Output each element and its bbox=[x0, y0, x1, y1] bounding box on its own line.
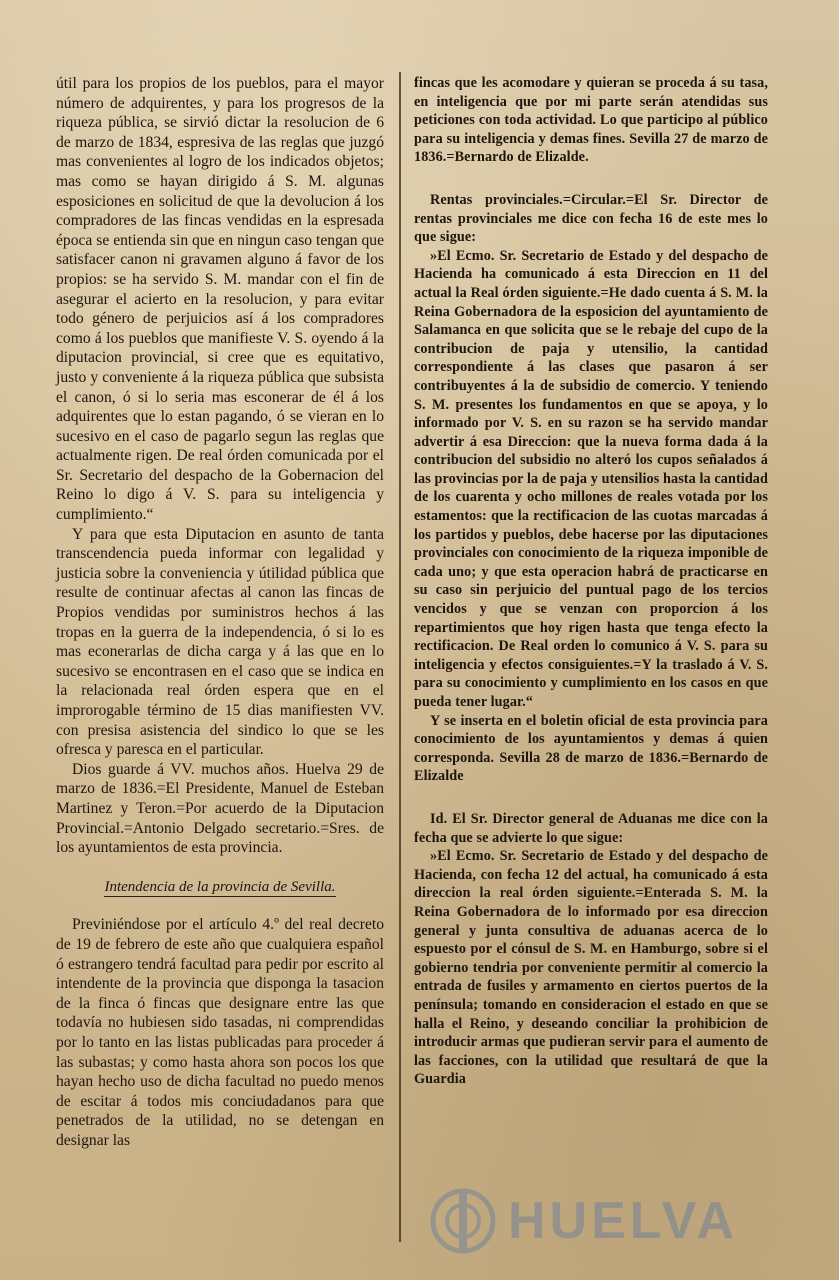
right-paragraph-1: fincas que les acomodare y quieran se proceda á su tasa, en inteligencia que por mi parte serán atendidas sus peticiones con toda actividad. Lo que participo al público para su inteligencia y demas fines. Sevilla 27 de marzo de 1836.=Bernardo de Elizalde. bbox=[414, 75, 768, 166]
left-paragraph-2: Y para que esta Diputacion en asunto de tanta transcendencia pueda informar con legalidad y justicia sobre la conveniencia y útilidad pública que resulte de continuar afectas al canon las fincas de Propios vendidas por suministros hechos á las tropas en la guerra de la independencia, ó si lo es mas econerarlas de dicha carga y á las que en lo sucesivo se encontrasen en el caso que se indica en la relacionada real órden espera que en el improrogable término de 15 dias manifiesten VV. con presisa asistencia del sindico lo que se les ofresca y paresca en el particular. bbox=[56, 525, 384, 759]
watermark-text: HUELVA bbox=[508, 1192, 739, 1250]
section-heading-text: Intendencia de la provincia de Sevilla. bbox=[104, 878, 336, 895]
right-paragraph-4: Y se inserta en el boletin oficial de esta provincia para conocimiento de los ayuntamientos y demas á quien corresponda. Sevilla 28 de marzo de 1836.=Bernardo de Elizalde bbox=[414, 712, 768, 785]
right-paragraph-2: Rentas provinciales.=Circular.=El Sr. Director de rentas provinciales me dice con fecha 16 de este mes lo que sigue: bbox=[414, 191, 768, 246]
section-heading-intendencia bbox=[56, 878, 384, 898]
right-paragraph-6: »El Ecmo. Sr. Secretario de Estado y del despacho de Hacienda, con fecha 12 del actual, ha comunicado á esta direccion la real órden siguiente.=Enterada S. M. la Reina Gobernadora de lo informado por esa direccion general y junta consultiva de aduanas acerca de lo espuesto por el cónsul de S. M. en Hamburgo, sobre si el gobierno tendria por conveniente permitir al comercio la entrada de fusiles y armamento en ciertos puertos de la península; tomando en consideracion el estado en que se halla el Reino, y deseando conciliar la prohibicion de introducir armas que pudieran servir para el aumento de las facciones, con la utilidad que resultará de que la Guardia bbox=[414, 848, 768, 1088]
right-paragraph-3: »El Ecmo. Sr. Secretario de Estado y del despacho de Hacienda ha comunicado á esta Direccion en 11 del actual la Real órden siguiente.=He dado cuenta á S. M. la Reina Gobernadora de la esposicion del ayuntamiento de Salamanca en que solicita que se le rebaje del cupo de la contribucion de paja y utensilio, la cantidad correspondiente á las clases que pasaron á ser contribuyentes á la de subsidio de comercio. Y teniendo S. M. presentes los fundamentos en que se apoya, y lo informado por V. S. en su razon se ha servido mandar advertir á esa Direccion: que la nueva forma dada á la contribucion del subsidio no alteró los cupos señalados á las provincias por la de paja y utensilios hasta la cantidad de los cuarenta y ocho millones de reales votada por los estamentos: que la rectificacion de las cuotas marcadas á los partidos y pueblos, debe hacerse por las diputaciones provinciales con conocimiento de la riqueza imponible de cada uno; y que esta operacion habrá de practicarse en su caso sin perjuicio del puntual pago de los tercios vencidos y que se venzan con proporcion á los repartimientos que hoy rigen hasta que tenga efecto la rectificacion. De Real orden lo comunico á V. S. para su inteligencia y efectos consiguientes.=Y la traslado á V. S. para su conocimiento y cumplimiento en los casos en que pueda tener lugar.“ bbox=[414, 247, 768, 710]
left-paragraph-1: útil para los propios de los pueblos, para el mayor número de adquirentes, y para los progresos de la riqueza pública, se sirvió dictar la resolucion de 6 de marzo de 1834, espresiva de las reglas que juzgó mas convenientes al logro de los indicados objetos; mas como se hayan dirigido á S. M. algunas esposiciones en solicitud de que la devolucion á los compradores de las fincas vendidas en la espresada época se entienda sin que en ningun caso tengan que satisfacer canon ni gravamen alguno á favor de los propios: se ha servido S. M. mandar con el fin de asegurar el acierto en la resolucion, y para evitar todo género de perjuicios así á los compradores como á los pueblos que manifieste V. S. oyendo á la diputacion provincial, si cree que es equitativo, justo y conveniente á la riqueza pública que subsista el canon, ó si lo seria mas esconerar de él á los adquirentes que lo estan pagando, ó se vieran en lo sucesivo en el caso de pagarlo segun las reglas que actualmente rigen. De real órden comunicada por el Sr. Secretario del despacho de la Gobernacion del Reino lo digo á V. S. para su inteligencia y cumplimiento.“ bbox=[56, 75, 384, 524]
archive-watermark bbox=[428, 1176, 768, 1266]
left-paragraph-4: Previniéndose por el artículo 4.º del real decreto de 19 de febrero de este año que cualquiera español ó estrangero tendrá facultad para pedir por escrito al intendente de la provincia que disponga la tasacion de la finca ó fincas que designare entre las que todavía no hubiesen sido tasadas, ni comprendidas por lo tanto en las listas publicadas para proceder á las subastas; y como hasta ahora son pocos los que hayan hecho uso de dicha facultad no puedo menos de escitar á todos mis conciudadanos para que penetrados de la utilidad, no se detengan en designar las bbox=[56, 916, 384, 1149]
left-column bbox=[56, 74, 384, 1150]
right-paragraph-5: Id. El Sr. Director general de Aduanas me dice con la fecha que se advierte lo que sigue: bbox=[414, 810, 768, 846]
right-column bbox=[414, 74, 768, 1089]
column-divider bbox=[399, 72, 401, 1242]
watermark-emblem-icon bbox=[428, 1186, 498, 1256]
left-paragraph-3: Dios guarde á VV. muchos años. Huelva 29 de marzo de 1836.=El Presidente, Manuel de Esteban Martinez y Teron.=Por acuerdo de la Diputacion Provincial.=Antonio Delgado secretario.=Sres. de los ayuntamientos de esta provincia. bbox=[56, 760, 384, 857]
